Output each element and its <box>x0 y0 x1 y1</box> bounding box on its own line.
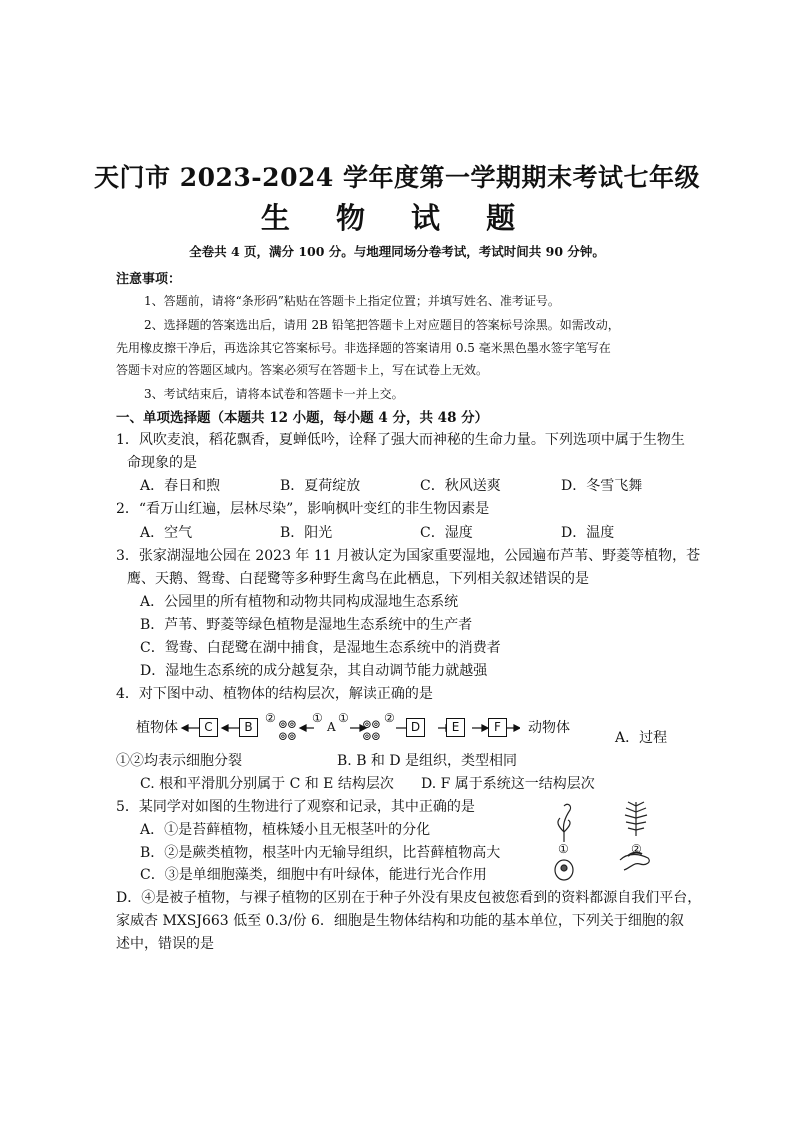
cell-cluster-icon: ⊚⊚ ⊚⊚ <box>278 717 297 743</box>
q3-option-c: C．鸳鸯、白琵鹭在湖中捕食，是湿地生态系统中的消费者 <box>140 640 501 656</box>
plant-body-label: 植物体 <box>136 720 178 736</box>
process-mark: ① <box>338 711 349 725</box>
q2-stem: 2．“看万山红遍，层林尽染”，影响枫叶变红的非生物因素是 <box>116 501 490 517</box>
exam-title: 天门市 2023-2024 学年度第一学期期末考试七年级 <box>94 163 700 192</box>
notice-item: 1、答题前，请将“条形码”粘贴在答题卡上指定位置；并填写姓名、准考证号。 <box>144 294 560 308</box>
box-b: B <box>239 718 258 737</box>
cell-cluster-icon: ⊚⊚ ⊚⊚ <box>362 717 381 743</box>
process-mark: ② <box>384 711 395 725</box>
notice-item: 先用橡皮擦干净后，再选涂其它答案标号。非选择题的答案请用 0.5 毫米黑色墨水签字笔写在 <box>116 341 611 355</box>
subject-title: 生 物 试 题 <box>260 201 534 235</box>
q6-stem-line: 述中，错误的是 <box>116 936 214 952</box>
q4-option-b: B. B 和 D 是组织，类型相同 <box>337 753 518 769</box>
q3-option-b: B．芦苇、野菱等绿色植物是湿地生态系统中的生产者 <box>140 617 473 633</box>
q5-option-a: A．①是苔藓植物，植株矮小且无根茎叶的分化 <box>140 822 431 838</box>
box-e: E <box>446 718 465 737</box>
q3-stem-line2: 鹰、天鹅、鸳鸯、白琵鹭等多种野生禽鸟在此栖息，下列相关叙述错误的是 <box>127 571 589 587</box>
notice-item: 2、选择题的答案选出后，请用 2B 铅笔把答题卡上对应题目的答案标号涂黑。如需改动， <box>144 318 620 332</box>
box-d: D <box>406 718 425 737</box>
notice-item: 3、考试结束后，请将本试卷和答题卡一并上交。 <box>144 387 404 401</box>
q4-option-a: A．过程 <box>615 730 668 746</box>
q4-option-c: C. 根和平滑肌分别属于 C 和 E 结构层次 <box>140 776 394 792</box>
cell-a-label: A <box>327 720 336 734</box>
process-mark: ① <box>312 711 323 725</box>
q5-watermark-line: 家威杏 MXSJ663 低至 0.3/份 6．细胞是生物体结构和功能的基本单位，下列关于细胞的叙 <box>116 913 684 929</box>
q5-option-d-line: D．④是被子植物，与裸子植物的区别在于种子外没有果皮包被您看到的资料都源自我们平台， <box>116 890 702 906</box>
q1-option-b: B．夏荷绽放 <box>280 478 361 494</box>
q2-option-a: A．空气 <box>140 525 193 541</box>
figure-label-1: ① <box>558 842 569 856</box>
animal-body-label: 动物体 <box>528 720 570 736</box>
q3-stem-line1: 3．张家湖湿地公园在 2023 年 11 月被认定为国家重要湿地，公园遍布芦苇、野菱等植物，苍 <box>116 548 701 564</box>
notice-item: 答题卡对应的答题区域内。答案必须写在答题卡上，写在试卷上无效。 <box>116 363 489 377</box>
q1-stem-line2: 命现象的是 <box>127 455 197 471</box>
q1-option-d: D．冬雪飞舞 <box>561 478 643 494</box>
q2-option-c: C．湿度 <box>420 525 473 541</box>
q3-option-d: D．湿地生态系统的成分越复杂，其自动调节能力就越强 <box>140 663 488 679</box>
box-f: F <box>488 718 507 737</box>
q1-option-a: A．春日和煦 <box>140 478 221 494</box>
figure-label-2: ② <box>631 842 642 856</box>
section-heading: 一、单项选择题（本题共 12 小题，每小题 4 分，共 48 分） <box>116 410 489 426</box>
q4-stem: 4．对下图中动、植物体的结构层次，解读正确的是 <box>116 686 433 702</box>
q1-option-c: C．秋风送爽 <box>420 478 501 494</box>
q2-option-b: B．阳光 <box>280 525 333 541</box>
q4-option-d: D. F 属于系统这一结构层次 <box>421 776 595 792</box>
q5-stem: 5．某同学对如图的生物进行了观察和记录，其中正确的是 <box>116 799 475 815</box>
diagram-arrows <box>180 716 520 743</box>
q5-option-b: B．②是蕨类植物，根茎叶内无输导组织，比苔藓植物高大 <box>140 845 501 861</box>
notice-heading: 注意事项： <box>116 272 182 287</box>
process-mark: ② <box>265 711 276 725</box>
q5-option-c: C．③是单细胞藻类，细胞中有叶绿体，能进行光合作用 <box>140 867 487 883</box>
q1-stem-line1: 1．风吹麦浪，稻花飘香，夏蝉低吟，诠释了强大而神秘的生命力量。下列选项中属于生物生 <box>116 432 685 448</box>
exam-subnote: 全卷共 4 页，满分 100 分。与地理同场分卷考试，考试时间共 90 分钟。 <box>189 244 605 259</box>
box-c: C <box>199 718 218 737</box>
q4-option-a-cont: ①②均表示细胞分裂 <box>116 753 242 769</box>
q3-option-a: A．公园里的所有植物和动物共同构成湿地生态系统 <box>140 594 459 610</box>
q2-option-d: D．温度 <box>561 525 615 541</box>
